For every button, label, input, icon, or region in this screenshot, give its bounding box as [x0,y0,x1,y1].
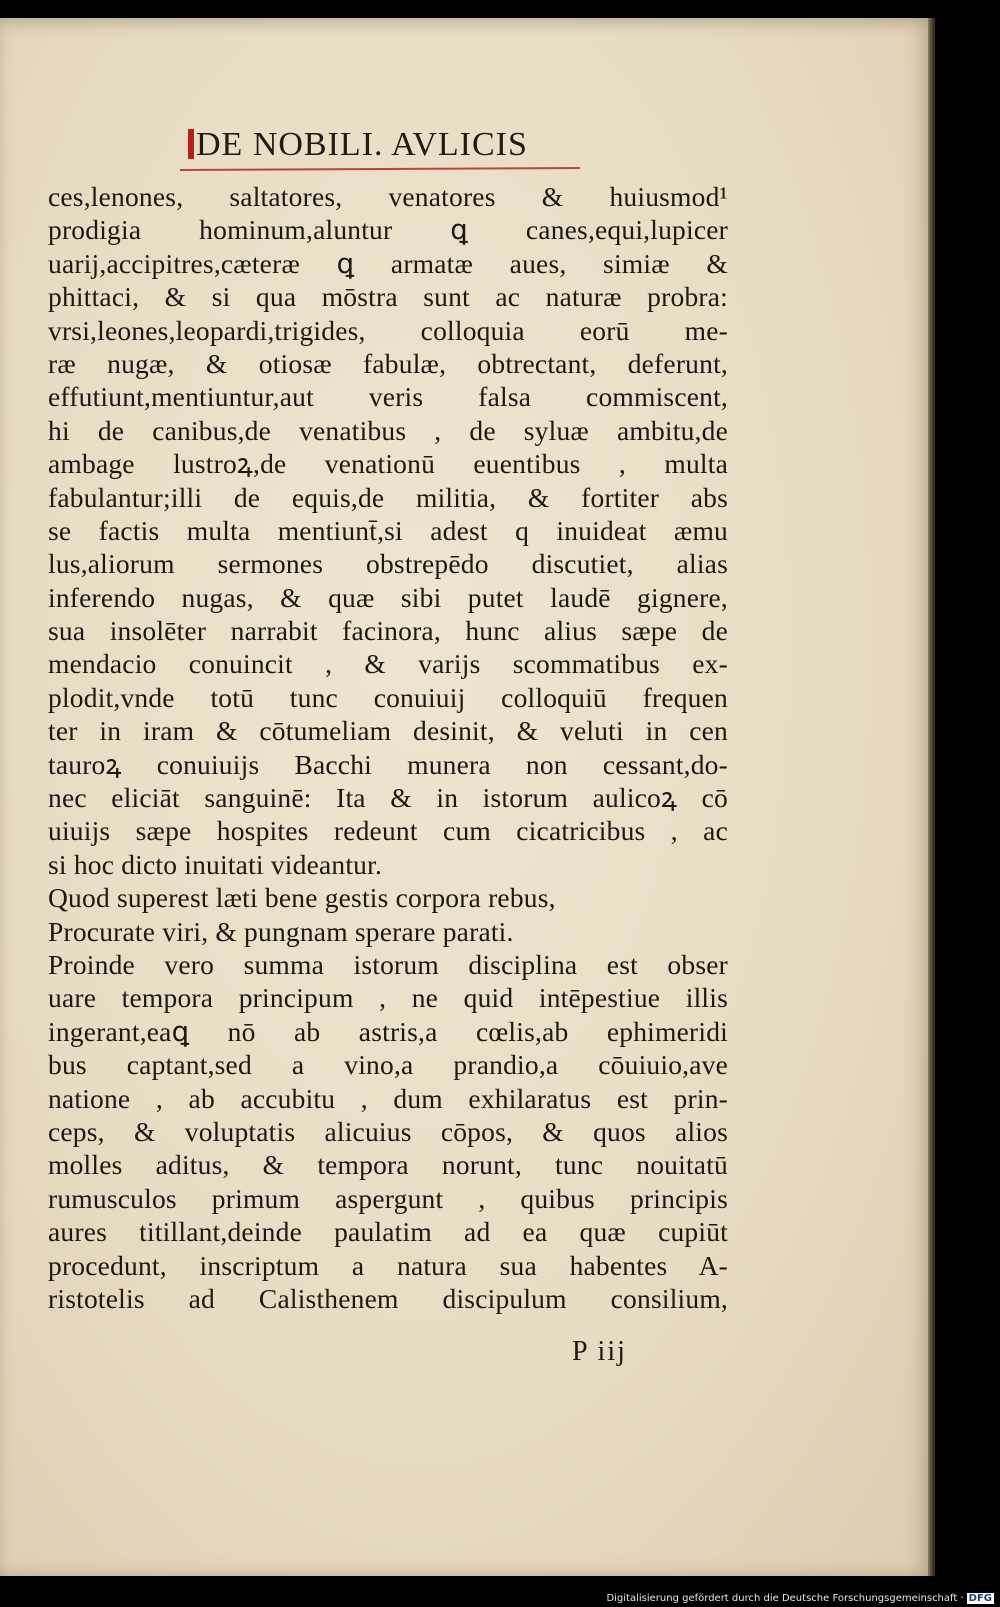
verse-line: Quod superest læti bene gestis corpora rebus, [48,882,556,914]
text-line: fabulantur;illi de equis,de militia, & fortiter abs [48,481,728,513]
body-text [48,180,728,1315]
text-line: plodit,vnde totū tunc conuiuij colloquiū frequen [48,681,728,713]
text-line: Proinde vero summa istorum disciplina est obser [48,948,728,980]
running-head-underline [180,167,580,171]
text-line: effutiunt,mentiuntur,aut veris falsa commiscent, [48,381,728,413]
signature-mark: P iij [572,1336,627,1367]
text-line: prodigia hominum,aluntur ꝗ canes,equi,lupicer [48,214,728,246]
dfg-logo: DFG [968,1593,992,1604]
text-line: ristotelis ad Calisthenem discipulum consilium, [48,1282,728,1314]
text-line: hi de canibus,de venatibus , de syluæ ambitu,de [48,414,728,446]
text-line: aures titillant,deinde paulatim ad ea quæ cupiūt [48,1216,728,1248]
verse-line: Procurate viri, & pungnam sperare parati. [48,915,514,947]
text-line: uare tempora principum , ne quid intēpestiue illis [48,982,728,1014]
text-line: si hoc dicto inuitati videantur. [48,848,383,880]
page-edge-shadow [928,18,934,1576]
text-line: molles aditus, & tempora norunt, tunc nouitatū [48,1149,728,1181]
running-head [188,126,528,164]
text-line: vrsi,leones,leopardi,trigides, colloquia eorū me- [48,314,728,346]
text-line: ingerant,eaꝗ nō ab astris,a cœlis,ab ephimeridi [48,1015,728,1047]
text-line: sua insolēter narrabit facinora, hunc alius sæpe de [48,615,728,647]
text-line: lus,aliorum sermones obstrepēdo discutiet, alias [48,548,728,580]
book-page [0,18,935,1576]
text-line: uiuijs sæpe hospites redeunt cum cicatricibus , ac [48,815,728,847]
text-line: phittaci, & si qua mōstra sunt ac naturæ probra: [48,281,728,313]
text-line: ræ nugæ, & otiosæ fabulæ, obtrectant, deferunt, [48,347,728,379]
text-line: rumusculos primum aspergunt , quibus principis [48,1182,728,1214]
digitization-credit [606,1593,994,1604]
text-line: ambage lustroꝝ,de venationū euentibus , multa [48,448,728,480]
text-line: natione , ab accubitu , dum exhilaratus est prin- [48,1082,728,1114]
text-line: nec eliciāt sanguinē: Ita & in istorum aulicoꝝ cō [48,782,728,814]
text-line: ces,lenones, saltatores, venatores & huiusmod¹ [48,181,728,212]
text-line: ter in iram & cōtumeliam desinit, & veluti in cen [48,715,728,747]
running-head-text: DE NOBILI. AVLICIS [196,126,528,163]
text-line: procedunt, inscriptum a natura sua habentes A- [48,1249,728,1281]
credit-text: Digitalisierung gefördert durch die Deutsche Forschungsgemeinschaft · [606,1593,964,1604]
text-line: se factis multa mentiunt̄,si adest q inuideat æmu [48,514,728,546]
rubric-mark-icon [188,129,194,159]
text-line: mendacio conuincit , & varijs scommatibus ex- [48,648,728,680]
text-line: uarij,accipitres,cæteræ ꝗ armatæ aues, simiæ & [48,247,728,279]
text-line: bus captant,sed a vino,a prandio,a cōuiuio,ave [48,1049,728,1081]
text-line: ceps, & voluptatis alicuius cōpos, & quos alios [48,1115,728,1147]
text-line: inferendo nugas, & quæ sibi putet laudē gignere, [48,581,728,613]
text-line: tauroꝝ conuiuijs Bacchi munera non cessant,do- [48,748,728,780]
